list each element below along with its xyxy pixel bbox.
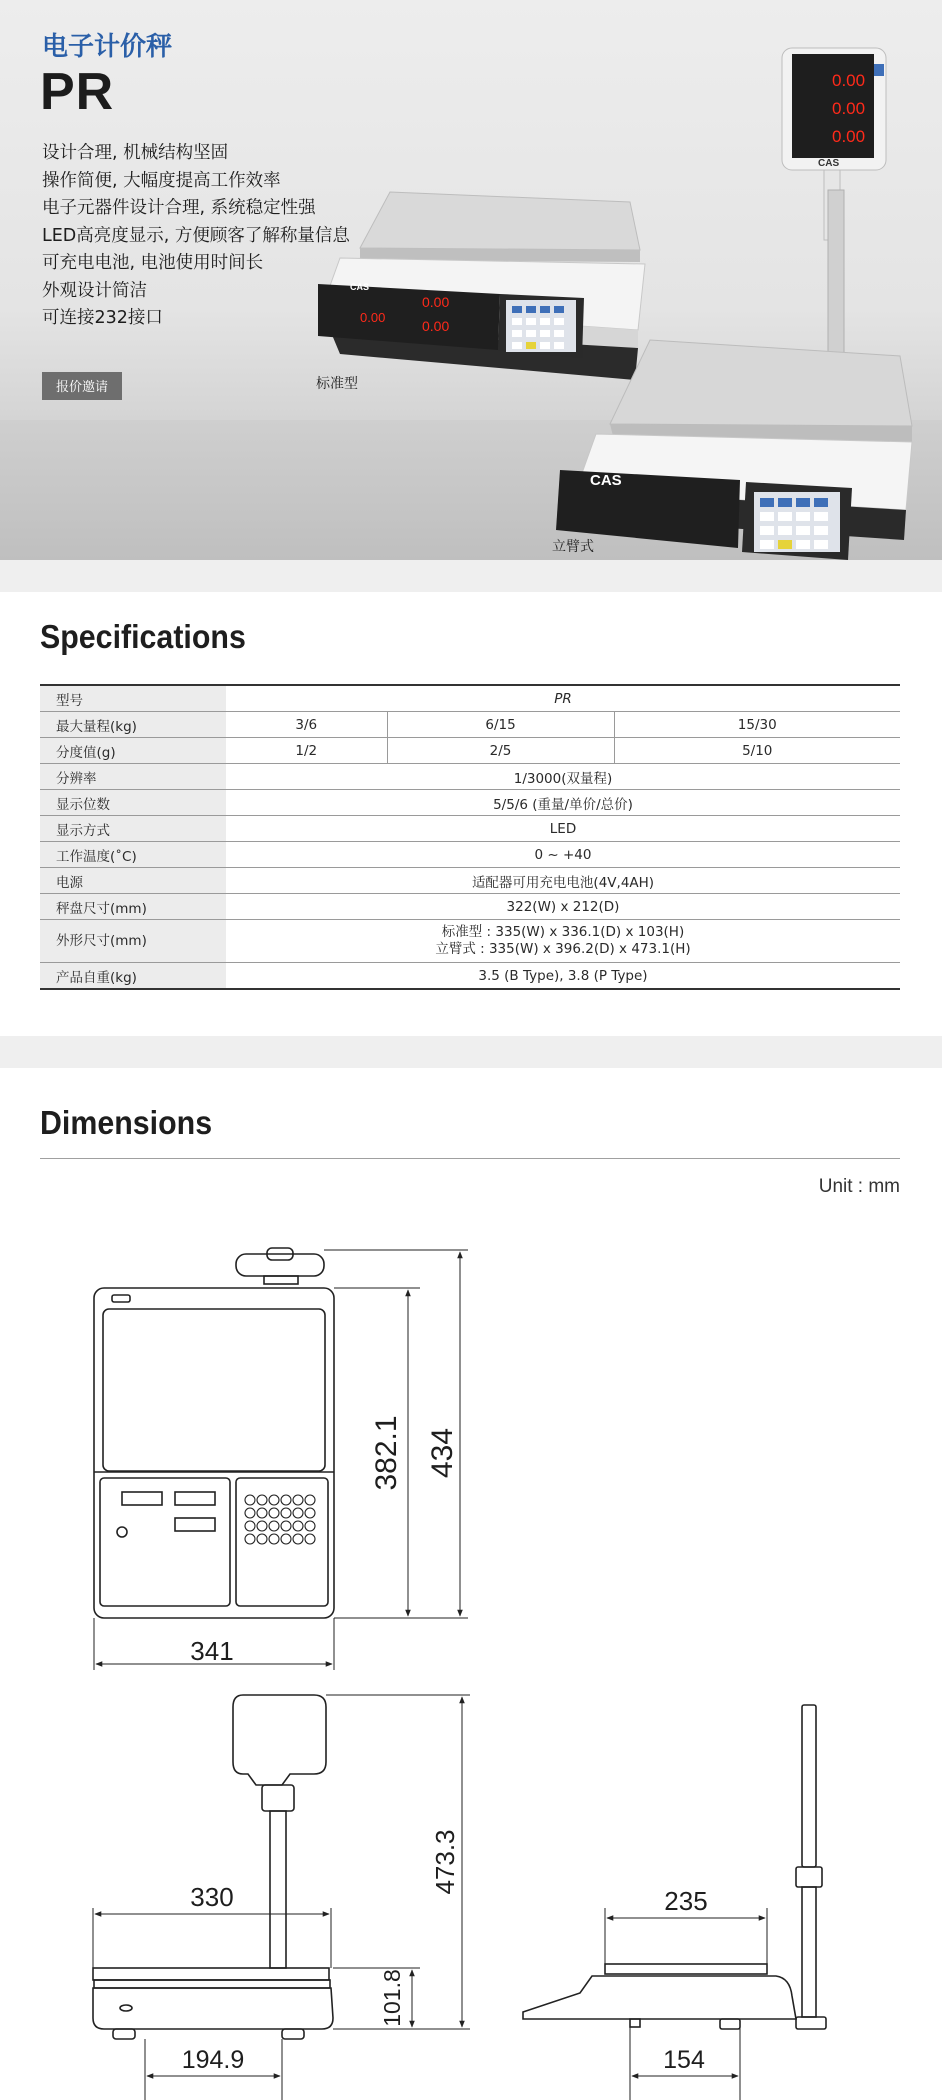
spec-value: 6/15 [387,712,614,738]
table-row [40,894,900,920]
unit-label: Unit : mm [818,1176,900,1197]
spec-value: PR [226,685,900,712]
led-readout: 0.00 [360,310,386,325]
dimensions-heading: Dimensions [40,1104,213,1141]
spec-value: 3.5 (B Type), 3.8 (P Type) [226,963,900,990]
dimension-label: 330 [190,1882,234,1912]
spec-value: 2/5 [387,738,614,764]
brand-logo: CAS [350,282,370,292]
table-row [40,842,900,868]
led-readout: 0.00 [832,71,866,90]
hero-banner [0,0,942,560]
spec-value: LED [226,816,900,842]
table-row [40,790,900,816]
spec-label: 分辨率 [40,764,226,790]
spec-value: 5/10 [614,738,900,764]
feature-item: LED高亮度显示, 方便顾客了解称量信息 [42,225,350,246]
dimension-drawings [0,1068,942,2100]
spec-label: 秤盘尺寸(mm) [40,894,226,920]
spec-label: 电源 [40,868,226,894]
specifications-section [0,592,942,1036]
table-row [40,738,900,764]
quote-request-button[interactable]: 报价邀请 [42,372,122,400]
dimension-label: 434 [426,1427,459,1479]
feature-item: 可连接232接口 [42,308,163,328]
dimension-label: 154 [663,2046,705,2074]
spec-value: 1/3000(双量程) [226,764,900,790]
led-readout: 0.00 [422,294,450,310]
dimension-label: 235 [664,1886,708,1916]
table-row [40,712,900,738]
spec-value: 15/30 [614,712,900,738]
brand-logo: CAS [818,158,840,169]
spec-value [226,920,900,963]
feature-item: 外观设计简洁 [42,280,147,301]
spec-value: 适配器可用充电电池(4V,4AH) [226,868,900,894]
specifications-heading: Specifications [40,618,246,655]
dimension-label: 382.1 [370,1415,403,1491]
pole-scale-image [540,40,940,560]
product-model-title: PR [40,63,115,121]
feature-item: 设计合理, 机械结构坚固 [42,143,229,163]
spec-label: 最大量程(kg) [40,712,226,738]
product-category: 电子计价秤 [42,32,173,62]
table-row [40,920,900,963]
spec-label: 工作温度(˚C) [40,842,226,868]
spec-label: 型号 [40,685,226,712]
dimension-label: 194.9 [181,2046,245,2074]
table-row [40,963,900,990]
dimensions-section [0,1068,942,2100]
dimension-label: 473.3 [430,1829,460,1895]
top-view-drawing [94,1248,468,1670]
table-row [40,764,900,790]
led-readout: 0.00 [832,127,866,146]
spec-value: 3/6 [226,712,387,738]
spec-label: 外形尺寸(mm) [40,920,226,963]
dimension-label: 101.8 [379,1969,405,2027]
spec-value-line: 标准型 : 335(W) x 336.1(D) x 103(H) [441,924,685,940]
feature-item: 操作简便, 大幅度提高工作效率 [42,170,281,191]
brand-logo: CAS [590,472,622,489]
dimension-label: 341 [190,1636,234,1666]
table-row [40,685,900,712]
spec-value: 0 ~ +40 [226,842,900,868]
spec-value: 5/5/6 (重量/单价/总价) [226,790,900,816]
spec-value-line: 立臂式 : 335(W) x 396.2(D) x 473.1(H) [435,941,691,957]
specifications-table [40,684,900,990]
spec-value: 1/2 [226,738,387,764]
spec-label: 显示位数 [40,790,226,816]
front-view-drawing [93,1695,470,2100]
feature-item: 电子元器件设计合理, 系统稳定性强 [42,198,316,218]
spec-value: 322(W) x 212(D) [226,894,900,920]
standard-type-caption: 标准型 [316,376,358,392]
spec-label: 显示方式 [40,816,226,842]
spec-label: 分度值(g) [40,738,226,764]
feature-item: 可充电电池, 电池使用时间长 [42,253,264,273]
table-row [40,816,900,842]
spec-label: 产品自重(kg) [40,963,226,990]
led-readout: 0.00 [422,318,450,334]
table-row [40,868,900,894]
led-readout: 0.00 [832,99,866,118]
pole-type-caption: 立臂式 [552,539,594,555]
